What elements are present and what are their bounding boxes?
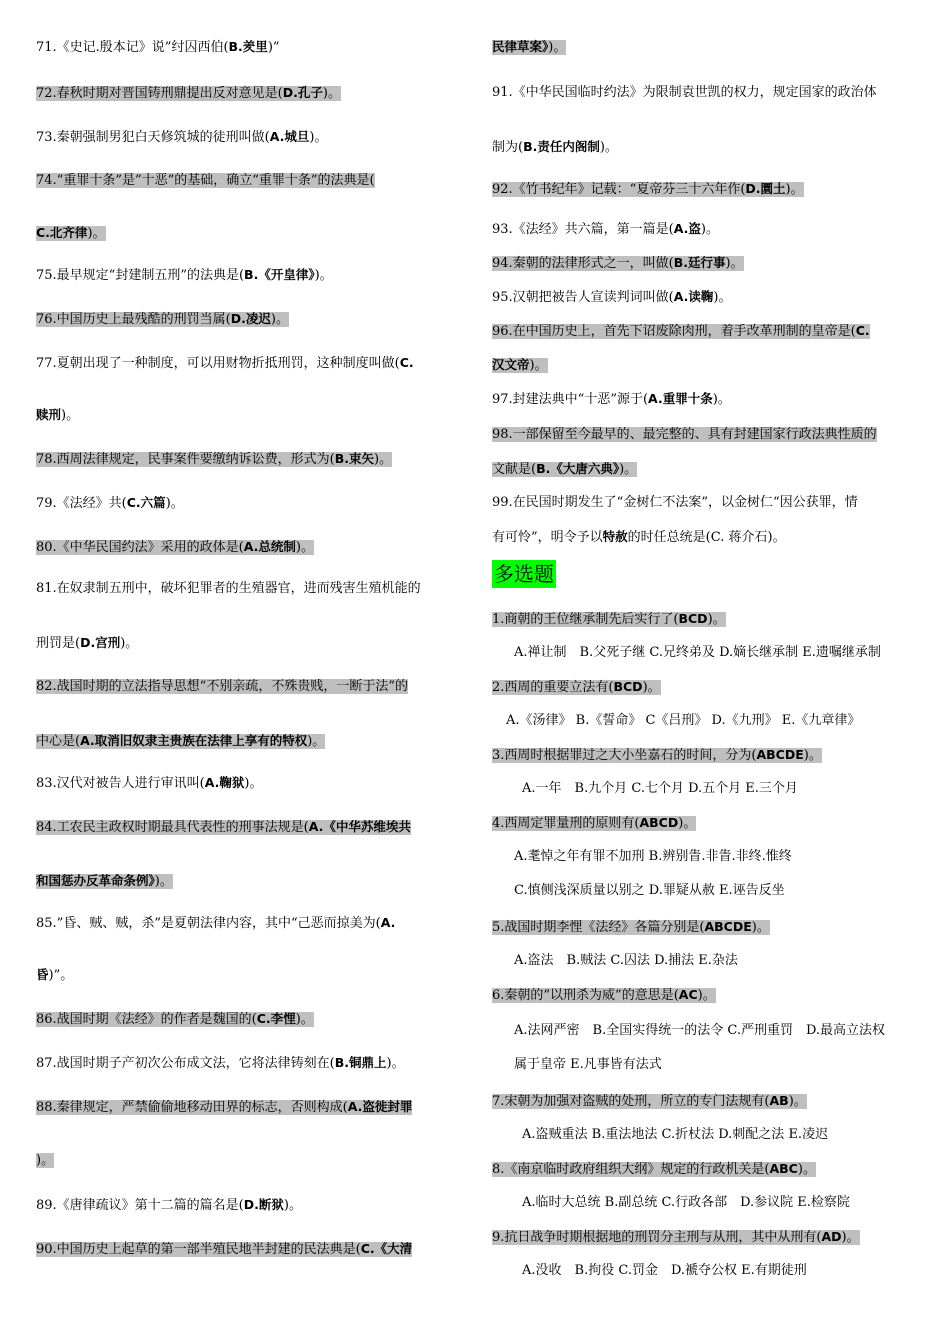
options-line: A.盗贼重法 B.重法地法 C.折杖法 D.刺配之法 E.凌迟 <box>522 1127 829 1142</box>
question-text: 86.战国时期《法经》的作者是魏国的( <box>36 1012 257 1027</box>
answer: B.《大唐六典》 <box>536 461 620 476</box>
answer: ABCDE <box>704 919 752 934</box>
question-text: 7.宋朝为加强对盗贼的处刑，所立的专门法规有( <box>492 1094 770 1109</box>
question-line <box>36 1196 302 1215</box>
answer: B.廷行事 <box>673 255 726 270</box>
multi-question <box>492 918 770 937</box>
question-line <box>36 678 408 696</box>
answer-tail: 的时任总统是(C. 蒋介石)。 <box>627 530 786 545</box>
answer-tail: )。 <box>619 462 638 477</box>
answer-tail: )。 <box>841 1230 860 1245</box>
question-text: 73.秦朝强制男犯白天修筑城的徒刑叫做( <box>36 130 270 145</box>
answer-tail: )。 <box>599 140 618 155</box>
question-line <box>36 872 173 891</box>
answer-tail: )。 <box>154 874 173 889</box>
question-text: 71.《史记.殷本记》说”纣囚西伯( <box>36 40 229 55</box>
question-line <box>36 224 106 243</box>
multi-question-text <box>492 920 770 935</box>
answer: AC <box>678 987 698 1002</box>
question-text: 有可怜”，明令予以 <box>492 530 603 545</box>
question-text: 85.”昏、贼、贼，杀”是夏朝法律内容，其中“己恶而掠美为( <box>36 916 381 931</box>
question-text: 72.春秋时期对晋国铸刑鼎提出反对意见是( <box>36 86 283 101</box>
options-line: A.法网严密 B.全国实得统一的法令 C.严刑重罚 D.最高立法权 <box>514 1023 886 1038</box>
question-line <box>36 450 392 469</box>
multi-question-text <box>492 1162 816 1177</box>
question-text: 74.“重罪十条”是”十恶”的基础，确立“重罪十条”的法典是( <box>36 173 375 188</box>
question-text: 77.夏朝出现了一种制度，可以用财物折抵刑罚，这种制度叫做( <box>36 356 400 371</box>
answer: A.重罪十条 <box>648 391 713 406</box>
question-text: 2.西周的重要立法有( <box>492 680 614 695</box>
question-line <box>492 494 858 512</box>
question-text: 制为( <box>492 140 524 155</box>
question-text: 99.在民国时期发生了“金树仁不法案”，以金树仁“因公获罪，情 <box>492 495 858 510</box>
answer-tail: )。 <box>707 612 726 627</box>
answer-tail: )。 <box>751 920 770 935</box>
line-text <box>36 1153 54 1168</box>
question-line <box>36 818 411 837</box>
answer: B.束矢 <box>334 451 375 466</box>
line-text <box>36 636 138 651</box>
answer: 和国惩办反革命条例》 <box>36 873 155 888</box>
question-line <box>36 84 341 103</box>
question-text: 98.一部保留至今最早的、最完整的、具有封建国家行政法典性质的 <box>492 427 877 442</box>
answer: ABCD <box>639 815 679 830</box>
answer-tail: )。 <box>697 988 716 1003</box>
line-text <box>36 130 327 145</box>
options-line: A.一年 B.九个月 C.七个月 D.五个月 E.三个月 <box>522 781 798 796</box>
question-line <box>36 1098 412 1117</box>
options-line: A.耄悼之年有罪不加刑 B.辨别眚.非眚.非终.惟终 <box>514 849 792 864</box>
answer: AD <box>821 1229 842 1244</box>
answer-tail: )” <box>267 40 280 55</box>
line-text <box>492 495 858 510</box>
answer-tail: )。 <box>270 312 289 327</box>
question-text: 89.《唐律疏议》第十二篇的篇名是( <box>36 1198 244 1213</box>
multi-question <box>492 746 822 765</box>
line-text <box>492 85 877 100</box>
answer-tail: )。 <box>61 408 80 423</box>
line-text <box>492 256 744 271</box>
multi-question <box>492 610 726 629</box>
answer: A.鞠狱 <box>204 775 245 790</box>
answer: BCD <box>678 611 708 626</box>
question-line <box>492 322 870 341</box>
answer: 赎刑 <box>36 407 62 422</box>
options-line: A.禅让制 B.父死子继 C.兄终弟及 D.嫡长继承制 E.遗嘱继承制 <box>514 645 881 660</box>
line-text <box>36 40 280 55</box>
question-line <box>492 426 877 444</box>
question-text: 1.商朝的王位继承制先后实行了( <box>492 612 679 627</box>
answer: AB <box>769 1093 789 1108</box>
question-line <box>36 1010 314 1029</box>
line-text <box>36 1198 302 1213</box>
question-line <box>492 528 786 547</box>
answer-tail: )。 <box>700 222 719 237</box>
answer: B.责任内阁制 <box>523 139 600 154</box>
line-text <box>492 40 566 55</box>
answer: 汉文帝 <box>492 357 530 372</box>
multi-question-text <box>492 612 726 627</box>
answer: C.六篇 <box>126 495 166 510</box>
line-text <box>36 581 421 596</box>
question-text: 94.秦朝的法律形式之一，叫做( <box>492 256 674 271</box>
line-text <box>36 734 325 749</box>
question-text: 87.战国时期子产初次公布成文法，它将法律铸刻在( <box>36 1056 335 1071</box>
answer: A.盗 <box>673 221 701 236</box>
line-text <box>36 540 314 555</box>
question-text: 92.《竹书纪年》记载：“夏帝芬三十六年作( <box>492 182 746 197</box>
question-text: 文献是( <box>492 462 537 477</box>
answer: C.李悝 <box>256 1011 296 1026</box>
question-text: 97.封建法典中“十恶”源于( <box>492 392 649 407</box>
question-text: 6.秦朝的”以刑杀为威”的意思是( <box>492 988 679 1003</box>
answer-tail: )。 <box>295 1012 314 1027</box>
question-text: 81.在奴隶制五刑中，破坏犯罪者的生殖器官，进而残害生殖机能的 <box>36 581 421 596</box>
line-text <box>492 392 731 407</box>
line-text <box>36 1242 412 1257</box>
answer-tail: )。 <box>307 734 326 749</box>
answer-tail: )。 <box>725 256 744 271</box>
answer-tail: )。 <box>548 40 567 55</box>
multi-question-text <box>492 988 716 1003</box>
answer: D.孔子 <box>282 85 323 100</box>
answer: B.《开皇律》 <box>244 267 315 282</box>
options-line: A.临时大总统 B.副总统 C.行政各部 D.参议院 E.检察院 <box>522 1195 850 1210</box>
question-text: 91.《中华民国临时约法》为限制袁世凯的权力，规定国家的政治体 <box>492 85 877 100</box>
multi-question-text <box>492 680 661 695</box>
options-line: 属于皇帝 E.凡事皆有法式 <box>514 1057 662 1072</box>
line-text <box>492 358 548 373</box>
question-line <box>36 310 289 329</box>
question-text: 3.西周时根据罪过之大小坐嘉石的时间，分为( <box>492 748 757 763</box>
answer: ABC <box>769 1161 798 1176</box>
multi-question-text <box>492 1230 860 1245</box>
line-text <box>492 427 877 442</box>
answer-tail: )。 <box>322 86 341 101</box>
question-text: 95.汉朝把被告人宣读判词叫做( <box>492 290 674 305</box>
question-line <box>36 1240 412 1259</box>
answer-tail: )。 <box>785 182 804 197</box>
question-text: 刑罚是( <box>36 636 81 651</box>
answer-tail: )。 <box>386 1056 405 1071</box>
line-text <box>492 140 618 155</box>
question-line <box>492 84 877 102</box>
question-line <box>36 494 184 513</box>
answer: C.《大清 <box>360 1241 413 1256</box>
answer-tail: )。 <box>803 748 822 763</box>
answer: D.断狱 <box>243 1197 284 1212</box>
answer: C. <box>855 323 870 338</box>
answer: 民律草案》 <box>492 39 549 54</box>
question-text: 79.《法经》共( <box>36 496 127 511</box>
question-line <box>36 354 414 373</box>
line-text <box>36 312 289 327</box>
multi-question <box>492 814 696 833</box>
line-text <box>36 408 79 423</box>
line-text <box>36 226 106 241</box>
question-line <box>36 38 280 57</box>
answer-tail: )。 <box>283 1198 302 1213</box>
question-line <box>492 138 618 157</box>
options-line: C.慎侧浅深质量以别之 D.罪疑从赦 E.诬告反坐 <box>514 883 785 898</box>
question-text: 90.中国历史上起草的第一部半殖民地半封建的民法典是( <box>36 1242 361 1257</box>
line-text <box>492 290 731 305</box>
answer-tail: )。 <box>314 268 333 283</box>
question-line <box>36 266 333 285</box>
answer: A.《中华苏维埃共 <box>308 819 411 834</box>
answer-tail: )。 <box>120 636 139 651</box>
question-line <box>492 356 548 375</box>
question-text: 96.在中国历史上，首先下诏废除肉刑，着手改革刑制的皇帝是( <box>492 324 856 339</box>
multi-question <box>492 678 661 697</box>
question-text: 5.战国时期李悝《法经》各篇分别是( <box>492 920 705 935</box>
answer: 昏 <box>36 967 49 982</box>
answer: A.盗徙封罪 <box>347 1099 413 1114</box>
question-text: 4.西周定罪量刑的原则有( <box>492 816 640 831</box>
multi-question <box>492 1160 816 1179</box>
line-text <box>492 530 786 545</box>
question-line <box>36 732 325 751</box>
answer-tail: )。 <box>244 776 263 791</box>
answer: D.圜土 <box>745 181 786 196</box>
question-line <box>36 406 79 425</box>
question-text: 9.抗日战争时期根据地的刑罚分主刑与从刑，其中从刑有( <box>492 1230 822 1245</box>
line-text <box>36 173 375 188</box>
question-line <box>492 390 731 409</box>
question-text: 84.工农民主政权时期最具代表性的刑事法规是( <box>36 820 309 835</box>
question-line <box>492 254 744 273</box>
answer: A.总统制 <box>243 539 296 554</box>
line-text <box>36 452 392 467</box>
question-text: 中心是( <box>36 734 81 749</box>
question-text: 83.汉代对被告人进行审讯叫( <box>36 776 205 791</box>
section-heading-multiple-choice: 多选题 <box>494 562 554 586</box>
answer: C.北齐律 <box>36 225 88 240</box>
answer: B.铜鼎上 <box>334 1055 387 1070</box>
question-text: 8.《南京临时政府组织大纲》规定的行政机关是( <box>492 1162 770 1177</box>
line-text <box>36 1012 314 1027</box>
question-text: 78.西周法律规定，民事案件要缴纳诉讼费，形式为( <box>36 452 335 467</box>
answer-tail: )。 <box>529 358 548 373</box>
answer: A.读鞠 <box>673 289 714 304</box>
answer-tail: )。 <box>713 290 732 305</box>
multi-question <box>492 986 716 1005</box>
answer: 特赦 <box>602 529 628 544</box>
line-text <box>36 776 262 791</box>
line-text <box>36 1100 412 1115</box>
question-line <box>492 180 804 199</box>
multi-question <box>492 1092 807 1111</box>
line-text <box>36 968 73 983</box>
question-line <box>36 172 375 190</box>
answer: A.取消旧奴隶主贵族在法律上享有的特权 <box>80 733 308 748</box>
line-text <box>492 324 870 339</box>
line-text <box>36 1056 405 1071</box>
question-line <box>36 1152 54 1170</box>
question-line <box>492 220 719 239</box>
answer-tail: )”。 <box>48 968 74 983</box>
answer-tail: )。 <box>797 1162 816 1177</box>
line-text <box>36 356 414 371</box>
answer-tail: )。 <box>309 130 328 145</box>
answer-tail: )。 <box>87 226 106 241</box>
line-text <box>36 268 333 283</box>
question-line <box>36 128 327 147</box>
multi-question-text <box>492 816 696 831</box>
multi-question-text <box>492 748 822 763</box>
question-line <box>36 774 262 793</box>
answer: D.宫刑 <box>80 635 121 650</box>
line-text <box>36 874 173 889</box>
answer: D.凌迟 <box>230 311 271 326</box>
line-text <box>492 462 637 477</box>
line-text <box>36 86 341 101</box>
question-line <box>36 914 395 933</box>
answer-tail: )。 <box>295 540 314 555</box>
answer-tail: )。 <box>165 496 184 511</box>
answer-tail: )。 <box>788 1094 807 1109</box>
multi-question-text <box>492 1094 807 1109</box>
options-line: A.《汤律》 B.《誓命》 C《吕刑》 D.《九刑》 E.《九章律》 <box>506 713 861 728</box>
answer: A. <box>380 915 396 930</box>
question-line <box>36 966 73 985</box>
options-line: A.盗法 B.贼法 C.囚法 D.捕法 E.杂法 <box>514 953 738 968</box>
line-text <box>492 222 719 237</box>
answer: A.城旦 <box>269 129 310 144</box>
answer: C. <box>399 355 414 370</box>
question-text: 75.最早规定“封建制五刑”的法典是( <box>36 268 245 283</box>
question-text: 80.《中华民国约法》采用的政体是( <box>36 540 244 555</box>
answer-tail: )。 <box>678 816 697 831</box>
answer-tail: )。 <box>374 452 393 467</box>
line-text <box>492 182 804 197</box>
question-text: 93.《法经》共六篇，第一篇是( <box>492 222 674 237</box>
question-line <box>36 538 314 557</box>
options-line: A.没收 B.拘役 C.罚金 D.褫夺公权 E.有期徒刑 <box>522 1263 807 1278</box>
question-line <box>36 1054 405 1073</box>
question-line <box>492 288 731 307</box>
question-line <box>492 460 637 479</box>
line-text <box>36 916 395 931</box>
answer: ABCDE <box>756 747 804 762</box>
question-line <box>492 38 566 57</box>
answer: B.羑里 <box>228 39 268 54</box>
multi-question <box>492 1228 860 1247</box>
line-text <box>36 496 184 511</box>
line-text <box>36 820 411 835</box>
question-text: 76.中国历史上最残酷的刑罚当属( <box>36 312 231 327</box>
answer-tail: )。 <box>712 392 731 407</box>
question-line <box>36 634 138 653</box>
answer: BCD <box>613 679 643 694</box>
question-text: 88.秦律规定，严禁偷偷地移动田界的标志，否则构成( <box>36 1100 348 1115</box>
question-line <box>36 580 421 598</box>
line-text <box>36 679 408 694</box>
question-text: 82.战国时期的立法指导思想“不别亲疏，不殊贵贱，一断于法”的 <box>36 679 408 694</box>
answer-tail: )。 <box>642 680 661 695</box>
answer-tail: )。 <box>36 1153 55 1168</box>
